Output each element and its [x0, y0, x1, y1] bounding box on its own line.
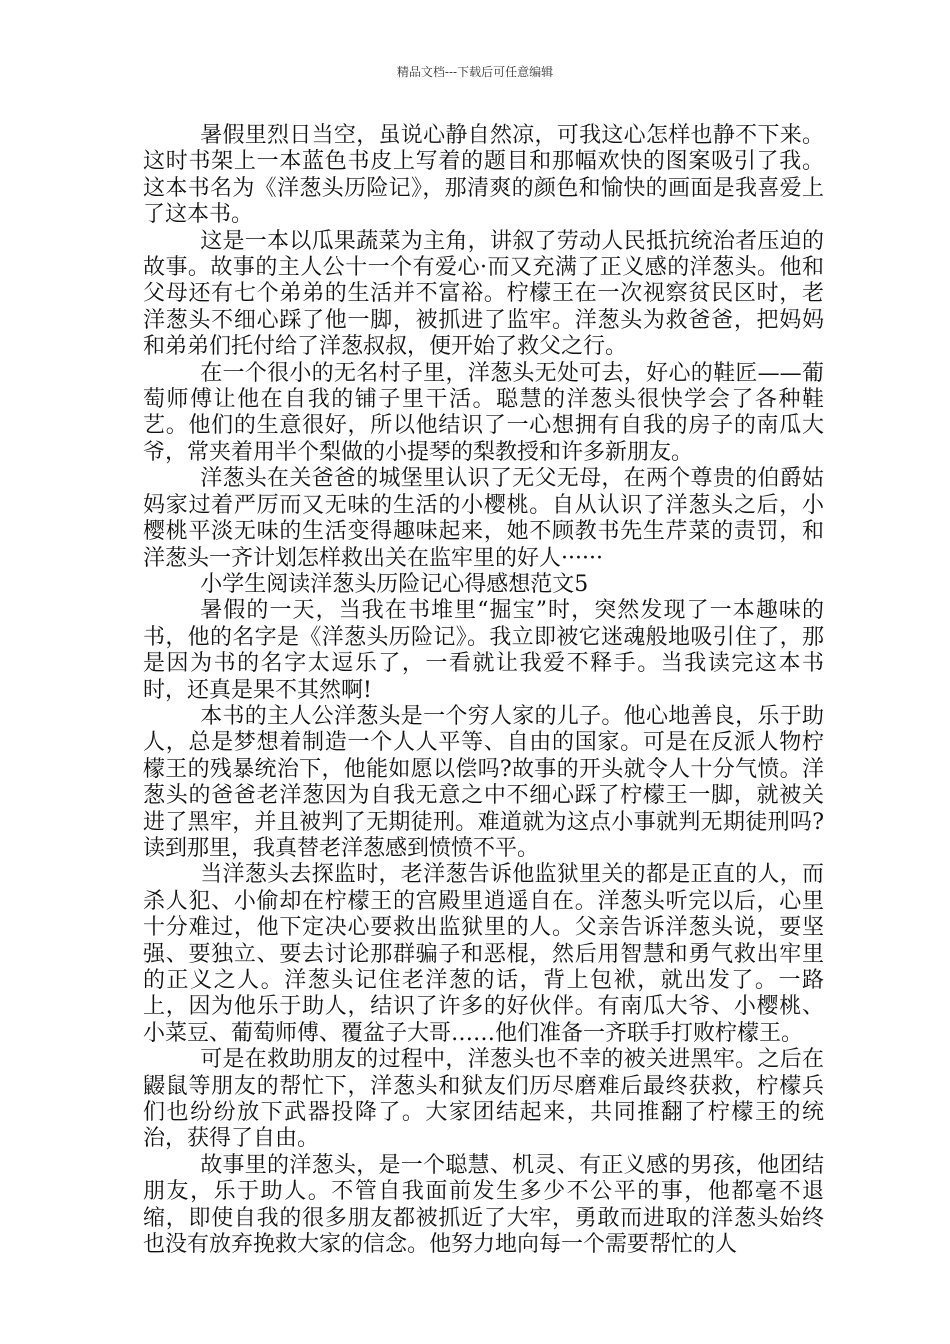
section-heading: 小学生阅读洋葱头历险记心得感想范文5	[200, 571, 589, 597]
page-header: 精品文档---下载后可任意编辑	[396, 65, 554, 79]
paragraph: 暑假的一天，当我在书堆里“掘宝”时，突然发现了一本趣味的书，他的名字是《洋葱头历险记》。我立即被它迷魂般地吸引住了，那是因为书的名字太逗乐了，一看就让我爱不释手。当我读完这本书时，还真是果不其然啊!	[143, 598, 824, 703]
paragraph: 可是在救助朋友的过程中，洋葱头也不幸的被关进黑牢。之后在鼹鼠等朋友的帮忙下，洋葱头和狱友们历尽磨难后最终获救，柠檬兵们也纷纷放下武器投降了。大家团结起来，共同推翻了柠檬王的统治，获得了自由。	[143, 1047, 824, 1152]
paragraph: 故事里的洋葱头，是一个聪慧、机灵、有正义感的男孩，他团结朋友，乐于助人。不管自我面前发生多少不公平的事，他都毫不退缩，即使自我的很多朋友都被抓近了大牢，勇敢而进取的洋葱头始终也没有放弃挽救大家的信念。他努力地向每一个需要帮忙的人	[143, 1152, 824, 1258]
paragraph: 暑假里烈日当空，虽说心静自然凉，可我这心怎样也静不下来。这时书架上一本蓝色书皮上写着的题目和那幅欢快的图案吸引了我。这本书名为《洋葱头历险记》，那清爽的颜色和愉快的画面是我喜爱上了这本书。	[143, 123, 824, 228]
paragraph: 洋葱头在关爸爸的城堡里认识了无父无母，在两个尊贵的伯爵姑妈家过着严厉而又无味的生活的小樱桃。自从认识了洋葱头之后，小樱桃平淡无味的生活变得趣味起来，她不顾教书先生芹菜的责罚，和洋葱头一齐计划怎样救出关在监牢里的好人······	[143, 466, 824, 571]
paragraph: 在一个很小的无名村子里，洋葱头无处可去，好心的鞋匠——葡萄师傅让他在自我的铺子里干活。聪慧的洋葱头很快学会了各种鞋艺。他们的生意很好，所以他结识了一心想拥有自我的房子的南瓜大爷，常夹着用半个梨做的小提琴的梨教授和许多新朋友。	[143, 360, 824, 465]
paragraph: 这是一本以瓜果蔬菜为主角，讲叙了劳动人民抵抗统治者压迫的故事。故事的主人公十一个有爱心·而又充满了正义感的洋葱头。他和父母还有七个弟弟的生活并不富裕。柠檬王在一次视察贫民区时，老洋葱头不细心踩了他一脚，被抓进了监牢。洋葱头为救爸爸，把妈妈和弟弟们托付给了洋葱叔叔，便开始了救父之行。	[143, 228, 824, 360]
paragraph: 本书的主人公洋葱头是一个穷人家的儿子。他心地善良，乐于助人，总是梦想着制造一个人人平等、自由的国家。可是在反派人物柠檬王的残暴统治下，他能如愿以偿吗?故事的开头就令人十分气愤。洋葱头的爸爸老洋葱因为自我无意之中不细心踩了柠檬王一脚，就被关进了黑牢，并且被判了无期徒刑。难道就为这点小事就判无期徒刑吗?读到那里，我真替老洋葱感到愤愤不平。	[143, 703, 824, 861]
article-body	[143, 123, 824, 1258]
paragraph: 当洋葱头去探监时，老洋葱告诉他监狱里关的都是正直的人，而杀人犯、小偷却在柠檬王的宫殿里逍遥自在。洋葱头听完以后，心里十分难过，他下定决心要救出监狱里的人。父亲告诉洋葱头说，要坚强、要独立、要去讨论那群骗子和恶棍，然后用智慧和勇气救出牢里的正义之人。洋葱头记住老洋葱的话，背上包袱，就出发了。一路上，因为他乐于助人，结识了许多的好伙伴。有南瓜大爷、小樱桃、小菜豆、葡萄师傅、覆盆子大哥……他们准备一齐联手打败柠檬王。	[143, 862, 824, 1046]
